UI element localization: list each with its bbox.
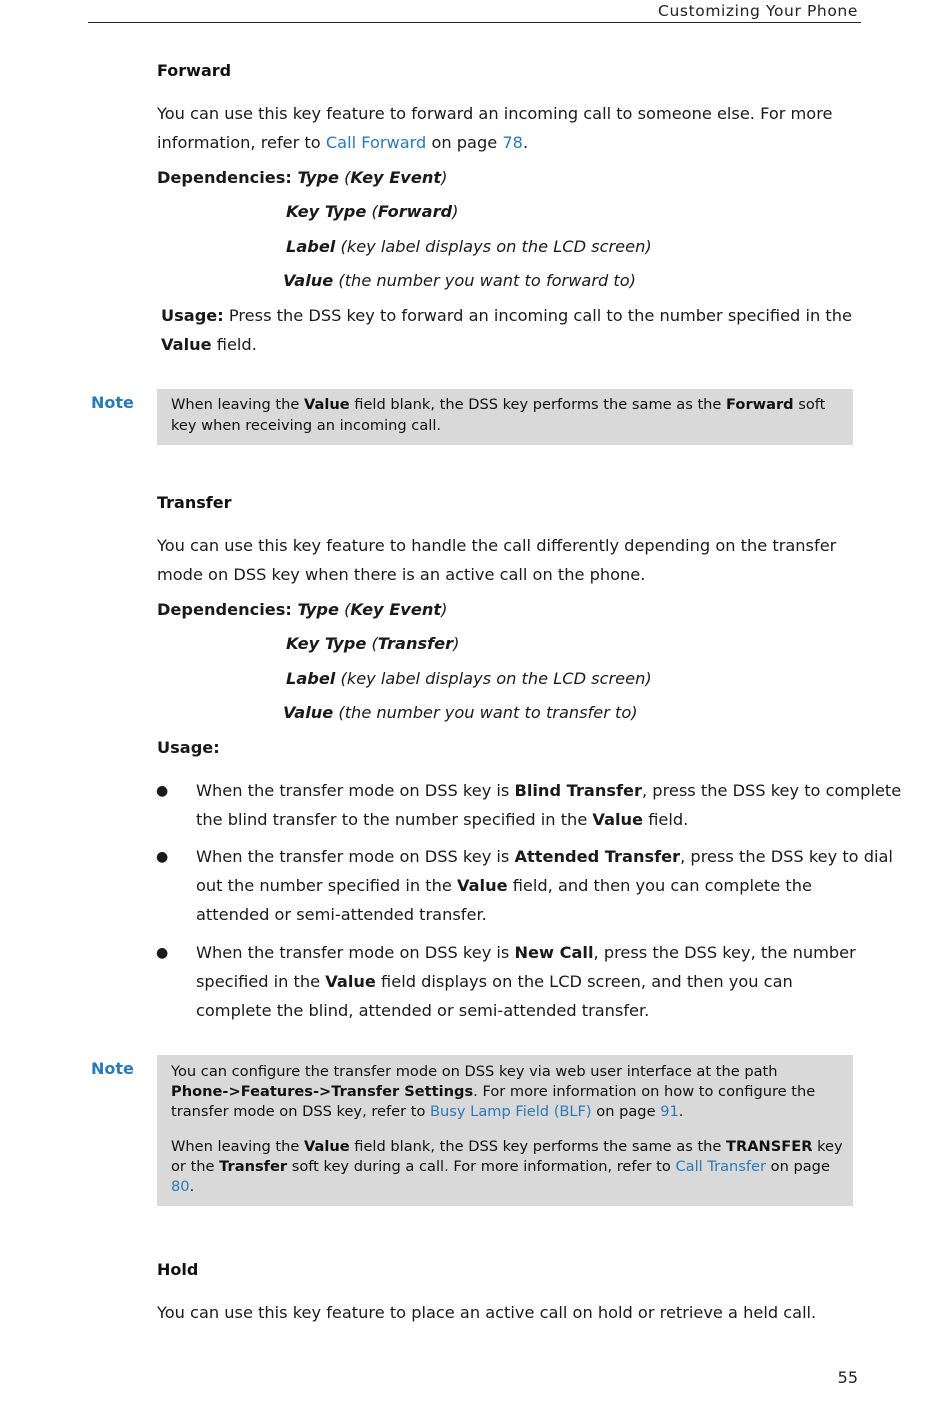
bullet-2-icon: ● xyxy=(156,849,169,865)
note-box-2 xyxy=(157,1055,853,1206)
transfer-keytype: Key Type (Transfer) xyxy=(286,634,460,653)
bullet-3-line1: When the transfer mode on DSS key is New Call, press the DSS key, the number xyxy=(196,943,856,962)
forward-value: Value (the number you want to forward to) xyxy=(283,271,636,290)
page-78-link[interactable]: 78 xyxy=(502,133,523,152)
transfer-intro-line1: You can use this key feature to handle the call differently depending on the transfer xyxy=(157,536,837,555)
call-transfer-link[interactable]: Call Transfer xyxy=(675,1158,767,1175)
note2-p1-line1: You can configure the transfer mode on DSS key via web user interface at the path xyxy=(171,1063,778,1080)
forward-label: Label (key label displays on the LCD screen) xyxy=(286,237,652,256)
note2-p1-line2: Phone->Features->Transfer Settings. For more information on how to configure the xyxy=(171,1083,816,1100)
forward-heading: Forward xyxy=(157,61,232,80)
note2-p2-line2: or the Transfer soft key during a call. For more information, refer to Call Transfer on page xyxy=(171,1158,830,1175)
note-label-2: Note xyxy=(91,1059,134,1078)
running-header: Customizing Your Phone xyxy=(658,2,858,20)
forward-keytype: Key Type (Forward) xyxy=(286,202,459,221)
transfer-usage-label: Usage: xyxy=(157,738,220,757)
note2-p2-line3: 80. xyxy=(171,1178,195,1195)
busy-lamp-field-link[interactable]: Busy Lamp Field (BLF) xyxy=(430,1103,592,1120)
note-label-1: Note xyxy=(91,393,134,412)
note2-p1-line3: transfer mode on DSS key, refer to Busy Lamp Field (BLF) on page 91. xyxy=(171,1103,684,1120)
header-rule xyxy=(88,22,861,23)
bullet-1-icon: ● xyxy=(156,783,169,799)
note1-line2: key when receiving an incoming call. xyxy=(171,417,442,434)
page-number: 55 xyxy=(837,1368,858,1387)
call-forward-link[interactable]: Call Forward xyxy=(325,133,427,152)
bullet-3-line2: specified in the Value field displays on the LCD screen, and then you can xyxy=(196,972,793,991)
bullet-3-line3: complete the blind, attended or semi-attended transfer. xyxy=(196,1001,650,1020)
bullet-2-line3: attended or semi-attended transfer. xyxy=(196,905,487,924)
note2-p2-line1: When leaving the Value field blank, the DSS key performs the same as the TRANSFER key xyxy=(171,1138,843,1155)
bullet-1-line1: When the transfer mode on DSS key is Blind Transfer, press the DSS key to complete xyxy=(196,781,902,800)
page-91-link[interactable]: 91 xyxy=(660,1103,679,1120)
bullet-2-line1: When the transfer mode on DSS key is Attended Transfer, press the DSS key to dial xyxy=(196,847,893,866)
forward-dependencies: Dependencies: Type (Key Event) xyxy=(157,168,448,187)
forward-intro-line1: You can use this key feature to forward an incoming call to someone else. For more xyxy=(157,104,833,123)
transfer-dependencies: Dependencies: Type (Key Event) xyxy=(157,600,448,619)
transfer-heading: Transfer xyxy=(157,493,232,512)
forward-usage-line2: Value field. xyxy=(161,335,257,354)
bullet-1-line2: the blind transfer to the number specified in the Value field. xyxy=(196,810,689,829)
transfer-intro-line2: mode on DSS key when there is an active call on the phone. xyxy=(157,565,646,584)
bullet-2-line2: out the number specified in the Value field, and then you can complete the xyxy=(196,876,812,895)
page-80-link[interactable]: 80 xyxy=(171,1178,190,1195)
transfer-label: Label (key label displays on the LCD screen) xyxy=(286,669,652,688)
bullet-3-icon: ● xyxy=(156,945,169,961)
forward-intro-line2: information, refer to Call Forward on page 78. xyxy=(157,133,529,152)
hold-intro: You can use this key feature to place an active call on hold or retrieve a held call. xyxy=(157,1303,817,1322)
forward-usage-line1: Usage: Press the DSS key to forward an incoming call to the number specified in the xyxy=(161,306,852,325)
note1-line1: When leaving the Value field blank, the DSS key performs the same as the Forward soft xyxy=(171,396,826,413)
note-box-1 xyxy=(157,389,853,445)
transfer-value: Value (the number you want to transfer to) xyxy=(283,703,638,722)
hold-heading: Hold xyxy=(157,1260,199,1279)
